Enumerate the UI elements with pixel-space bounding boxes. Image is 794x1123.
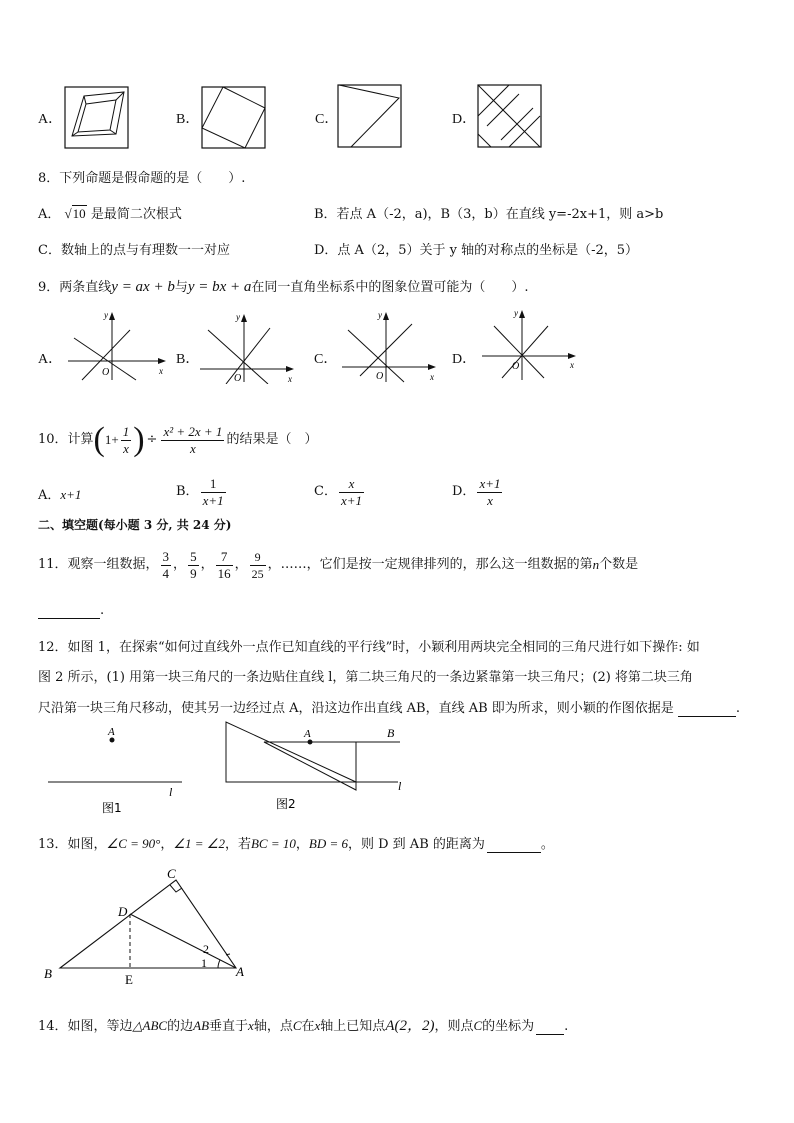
q9-graph-b (198, 312, 306, 384)
svg-text:D: D (118, 904, 128, 919)
q11-fraction: $\frac{9}{25}$ (251, 549, 264, 581)
svg-text:y: y (378, 310, 382, 320)
svg-text:O: O (376, 371, 384, 382)
q11-answer-line[interactable]: . (38, 603, 104, 619)
q11-fraction: $\frac{5}{9}$ (190, 548, 197, 581)
q12-line-3: 尺沿第一块三角尺移动，使其另一边经过点 A，沿这边作出直线 AB，直线 AB 即为所求，则小颖的作图依据是 . (38, 701, 740, 716)
svg-text:y: y (104, 310, 108, 320)
svg-text:O: O (102, 367, 110, 378)
q9-option-a-label: A． (38, 352, 63, 367)
q10-option-c: C． $\frac{x}{x+1}$ (314, 475, 362, 508)
q10-option-d: D． $\frac{x+1}{x}$ (452, 475, 501, 508)
svg-text:2: 2 (203, 942, 209, 956)
q8-option-c: C．数轴上的点与有理数一一对应 (38, 243, 230, 258)
svg-text:A: A (108, 726, 115, 738)
svg-text:x: x (430, 372, 434, 382)
q10-option-a: A．x+1 (38, 487, 82, 503)
q11-fraction: $\frac{3}{4}$ (162, 548, 170, 581)
svg-text:图2: 图2 (276, 797, 296, 811)
q12-figure-1 (44, 724, 194, 816)
q7-option-b-label: B． (176, 112, 200, 127)
q13-stem: 13．如图，∠C = 90°，∠1 = ∠2，若BC = 10，BD = 6，则 D 到 AB 的距离为 。 (38, 836, 554, 852)
svg-text:B: B (387, 726, 395, 740)
q9-option-d-label: D． (452, 352, 477, 367)
svg-text:x: x (159, 366, 163, 376)
svg-text:O: O (234, 373, 242, 384)
q13-answer-blank[interactable] (487, 837, 541, 853)
q8-option-d: D．点 A（2，5）关于 y 轴的对称点的坐标是（-2，5） (314, 243, 639, 258)
svg-text:l: l (169, 785, 173, 799)
q7-option-a-label: A． (38, 112, 63, 127)
q9-graph-c (340, 310, 448, 384)
q7-option-c-label: C． (315, 112, 339, 127)
q13-figure (40, 864, 250, 988)
svg-text:C: C (167, 866, 176, 881)
q7-figure-b (201, 86, 267, 150)
q7-option-d-label: D． (452, 112, 477, 127)
q9-graph-a (66, 310, 176, 382)
q9-option-c-label: C． (314, 352, 338, 367)
q8-sqrt-arg: 10 (72, 206, 86, 221)
svg-text:1: 1 (201, 956, 207, 970)
q10-stem: 10．计算(1+ $\frac{1}{x}$ ) ÷ $\frac{\text{x² + 2x + 1}}{x}$ 的结果是（ ） (38, 421, 318, 458)
svg-text:O: O (512, 361, 520, 372)
q11-stem: 11．观察一组数据， $\frac{3}{4}$ ， $\frac{5}{9}$ ， $\frac{7}{16}$ ， $\frac{9}{25}$ ，……，它们是按一定规律排列的，那么这一组数据的第n个数是 (38, 548, 639, 581)
q12-line-1: 12．如图 1，在探索“如何过直线外一点作已知直线的平行线”时，小颖利用两块完全相同的三角尺进行如下操作: 如 (38, 640, 700, 655)
svg-text:y: y (236, 312, 240, 322)
q7-figure-c (337, 84, 403, 148)
svg-text:x: x (570, 360, 574, 370)
q8-stem: 8．下列命题是假命题的是（ ）. (38, 171, 246, 186)
svg-text:B: B (44, 966, 52, 981)
q9-option-b-label: B． (176, 352, 200, 367)
q12-figure-2 (222, 718, 412, 814)
svg-text:y: y (514, 308, 518, 318)
svg-text:图1: 图1 (102, 801, 122, 815)
q12-answer-blank[interactable] (678, 701, 736, 717)
svg-text:x: x (288, 374, 292, 384)
q7-figure-d (477, 84, 543, 148)
q8-option-a: A． √10 是最简二次根式 (38, 206, 182, 222)
q9-graph-d (480, 308, 584, 382)
q12-line-2: 图 2 所示，(1) 用第一块三角尺的一条边贴住直线 l，第二块三角尺的一条边紧靠第一块三角尺；(2) 将第二块三角 (38, 670, 693, 685)
q7-figure-a (64, 86, 130, 150)
svg-text:E: E (125, 972, 133, 987)
q10-option-b: B． $\frac{1}{x+1}$ (176, 475, 224, 508)
q9-stem: 9．两条直线y = ax + b与y = bx + a在同一直角坐标系中的图象位置可能为（ ）. (38, 279, 529, 295)
svg-text:l: l (398, 779, 402, 793)
section-2-title: 二、填空题(每小题 3 分, 共 24 分) (38, 518, 232, 532)
q8-option-b: B．若点 A（-2，a)，B（3，b）在直线 y=-2x+1，则 a>b (314, 207, 664, 222)
q14-answer-blank[interactable] (536, 1019, 564, 1035)
q14-stem: 14．如图，等边△ABC的边AB垂直于x轴，点C在x轴上已知点A(2，2)，则点C的坐标为 . (38, 1018, 569, 1034)
svg-text:A: A (236, 964, 244, 979)
q11-fraction: $\frac{7}{16}$ (217, 548, 231, 581)
svg-text:A: A (304, 728, 311, 740)
